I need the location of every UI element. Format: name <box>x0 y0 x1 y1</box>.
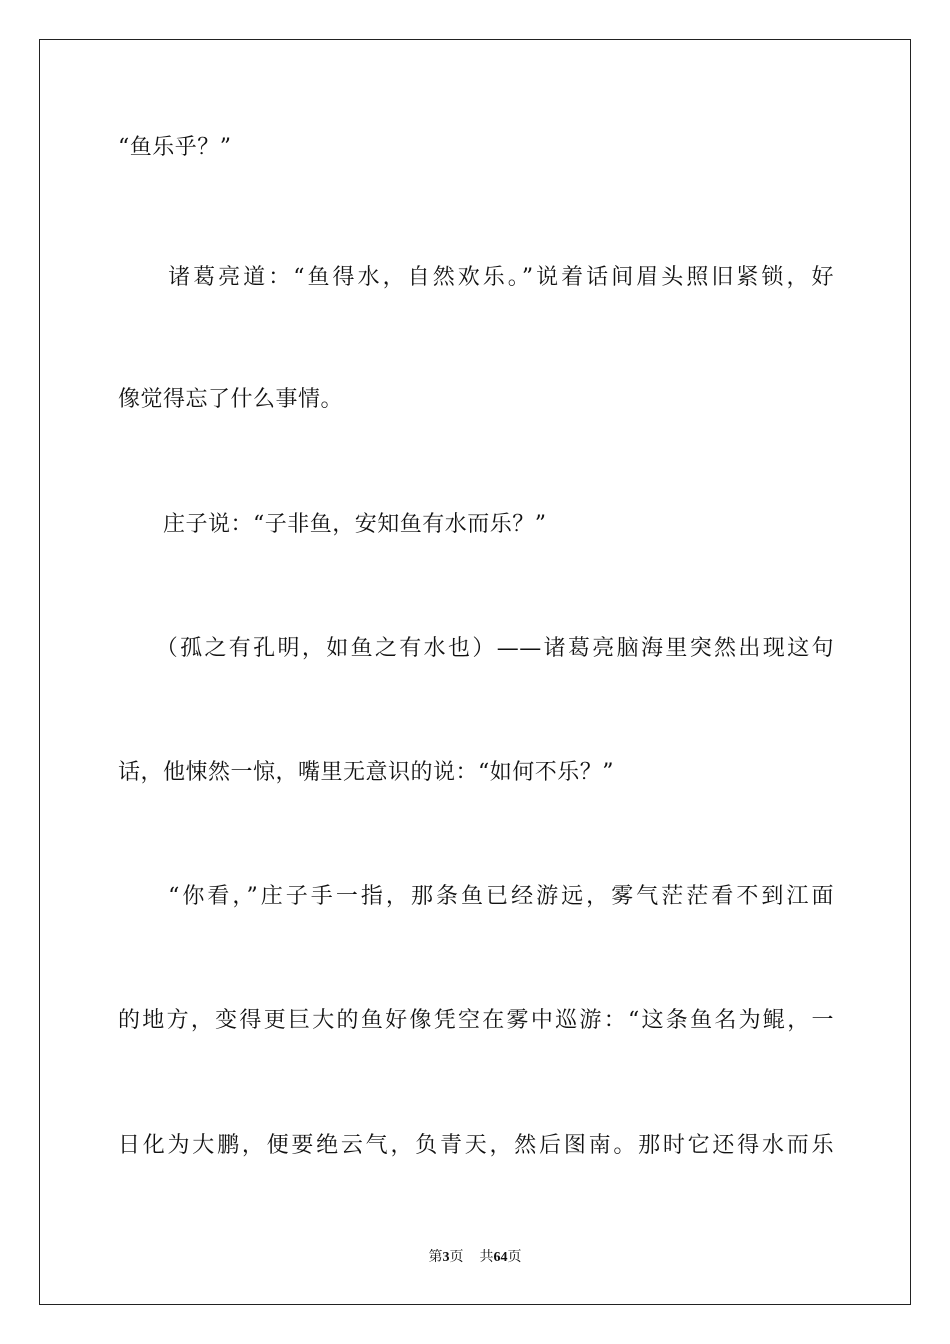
page-suffix: 页 <box>449 1250 464 1265</box>
page-footer <box>0 1248 950 1268</box>
text-line-5: （孤之有孔明，如鱼之有水也）——诸葛亮脑海里突然出现这句 <box>118 636 834 661</box>
text-line-1: “鱼乐乎？” <box>118 135 232 160</box>
text-line-8: 的地方，变得更巨大的鱼好像凭空在雾中巡游：“这条鱼名为鲲，一 <box>118 1008 834 1033</box>
text-line-6: 话，他悚然一惊，嘴里无意识的说：“如何不乐？” <box>118 760 614 785</box>
total-prefix: 共 <box>479 1250 494 1265</box>
page-prefix: 第 <box>428 1250 443 1265</box>
text-line-4: 庄子说：“子非鱼，安知鱼有水而乐？” <box>118 512 547 537</box>
text-line-3: 像觉得忘了什么事情。 <box>118 387 344 412</box>
text-line-2: 诸葛亮道：“鱼得水，自然欢乐。”说着话间眉头照旧紧锁，好 <box>118 265 834 290</box>
text-line-9: 日化为大鹏，便要绝云气，负青天，然后图南。那时它还得水而乐 <box>118 1133 834 1158</box>
page-number: 3 <box>442 1250 450 1265</box>
total-suffix: 页 <box>507 1250 522 1265</box>
page-border <box>39 39 911 1305</box>
page-total: 64 <box>493 1250 508 1265</box>
text-line-7: “你看，”庄子手一指，那条鱼已经游远，雾气茫茫看不到江面 <box>118 884 834 909</box>
